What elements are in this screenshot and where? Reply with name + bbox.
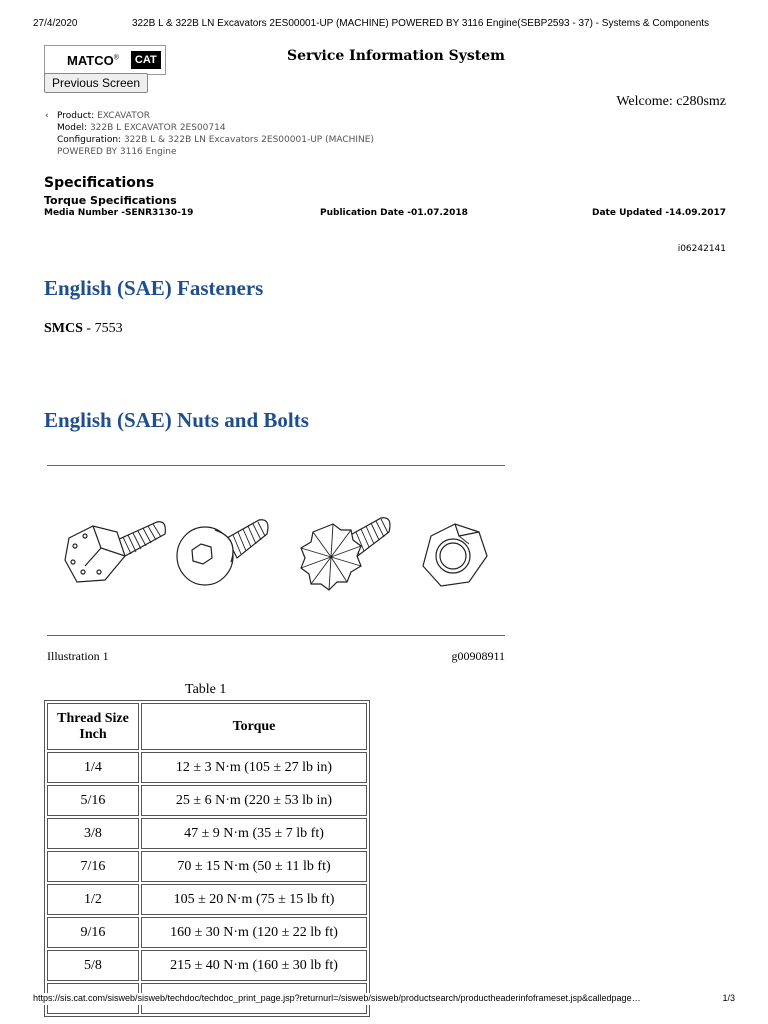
print-title: 322B L & 322B LN Excavators 2ES00001-UP (MACHINE) POWERED BY 3116 Engine(SEBP2593 - 37) - Systems & Components — [131, 18, 710, 29]
print-date: 27/4/2020 — [33, 18, 78, 29]
media-number: Media Number -SENR3130-19 — [44, 208, 194, 218]
nuts-bolts-illustration — [55, 500, 495, 615]
thread-size-cell: 3/8 — [47, 818, 139, 849]
smcs-line — [44, 321, 123, 337]
smcs-label: SMCS — [44, 321, 83, 336]
thread-size-cell: 5/16 — [47, 785, 139, 816]
thread-size-cell: 9/16 — [47, 917, 139, 948]
page-number: 1/3 — [722, 993, 735, 1003]
twelve-point-bolt-icon — [301, 518, 390, 590]
smcs-value: - 7553 — [82, 321, 123, 336]
product-label: Product: — [57, 111, 95, 121]
section-heading-fasteners: English (SAE) Fasteners — [44, 276, 264, 300]
table-row — [47, 851, 367, 882]
thread-size-cell: 1/2 — [47, 884, 139, 915]
torque-cell: 47 ± 9 N·m (35 ± 7 lb ft) — [141, 818, 367, 849]
socket-head-screw-icon — [177, 520, 268, 585]
welcome-text: Welcome: c280smz — [616, 94, 726, 109]
column-header-thread-size: Thread Size Inch — [47, 703, 139, 750]
product-line — [57, 110, 374, 122]
print-url: https://sis.cat.com/sisweb/sisweb/techdoc/techdoc_print_page.jsp?returnurl=/sisweb/sisweb/productsearch/productheaderinfoframeset.jsp&calledpage… — [33, 993, 641, 1003]
table-header-row — [47, 703, 367, 750]
hex-bolt-icon — [65, 522, 165, 582]
configuration-line — [57, 134, 374, 146]
matco-logo: MATCO® — [67, 52, 119, 68]
torque-cell: 25 ± 6 N·m (220 ± 53 lb in) — [141, 785, 367, 816]
logo-bar — [44, 45, 166, 75]
date-updated: Date Updated -14.09.2017 — [591, 208, 726, 218]
cat-logo: CAT — [131, 51, 161, 69]
torque-cell: 12 ± 3 N·m (105 ± 27 lb in) — [141, 752, 367, 783]
print-header — [33, 18, 733, 29]
table-row — [47, 884, 367, 915]
product-value[interactable]: EXCAVATOR — [97, 111, 151, 121]
divider — [47, 465, 505, 466]
publication-date: Publication Date -01.07.2018 — [320, 208, 468, 218]
back-chevron-icon[interactable]: ‹ — [45, 111, 49, 121]
model-value[interactable]: 322B L EXCAVATOR 2ES00714 — [89, 123, 226, 133]
table-row — [47, 785, 367, 816]
section-heading-nuts-bolts: English (SAE) Nuts and Bolts — [44, 408, 309, 432]
divider — [47, 635, 505, 636]
table-caption: Table 1 — [185, 682, 227, 697]
configuration-value-continued: POWERED BY 3116 Engine — [57, 147, 177, 157]
model-label: Model: — [57, 123, 88, 133]
configuration-label: Configuration: — [57, 135, 122, 145]
table-row — [47, 818, 367, 849]
table-row — [47, 950, 367, 981]
torque-cell: 70 ± 15 N·m (50 ± 11 lb ft) — [141, 851, 367, 882]
model-line — [57, 122, 374, 134]
thread-size-cell: 7/16 — [47, 851, 139, 882]
illustration-id: g00908911 — [451, 649, 505, 663]
configuration-value[interactable]: 322B L & 322B LN Excavators 2ES00001-UP (MACHINE) — [123, 135, 374, 145]
product-info — [45, 110, 374, 158]
previous-screen-button[interactable]: Previous Screen — [44, 73, 148, 93]
column-header-torque: Torque — [141, 703, 367, 750]
table-row — [47, 752, 367, 783]
illustration-label: Illustration 1 — [47, 649, 109, 663]
torque-cell: 105 ± 20 N·m (75 ± 15 lb ft) — [141, 884, 367, 915]
doc-id: i06242141 — [677, 244, 726, 254]
torque-cell: 160 ± 30 N·m (120 ± 22 lb ft) — [141, 917, 367, 948]
torque-table — [44, 700, 370, 1017]
print-footer — [33, 993, 735, 1005]
hex-nut-icon — [423, 524, 487, 586]
table-row — [47, 917, 367, 948]
doc-subtitle: Torque Specifications — [44, 194, 177, 207]
site-title: Service Information System — [287, 48, 505, 64]
doc-title: Specifications — [44, 175, 155, 191]
torque-cell: 215 ± 40 N·m (160 ± 30 lb ft) — [141, 950, 367, 981]
thread-size-cell: 5/8 — [47, 950, 139, 981]
thread-size-cell: 1/4 — [47, 752, 139, 783]
